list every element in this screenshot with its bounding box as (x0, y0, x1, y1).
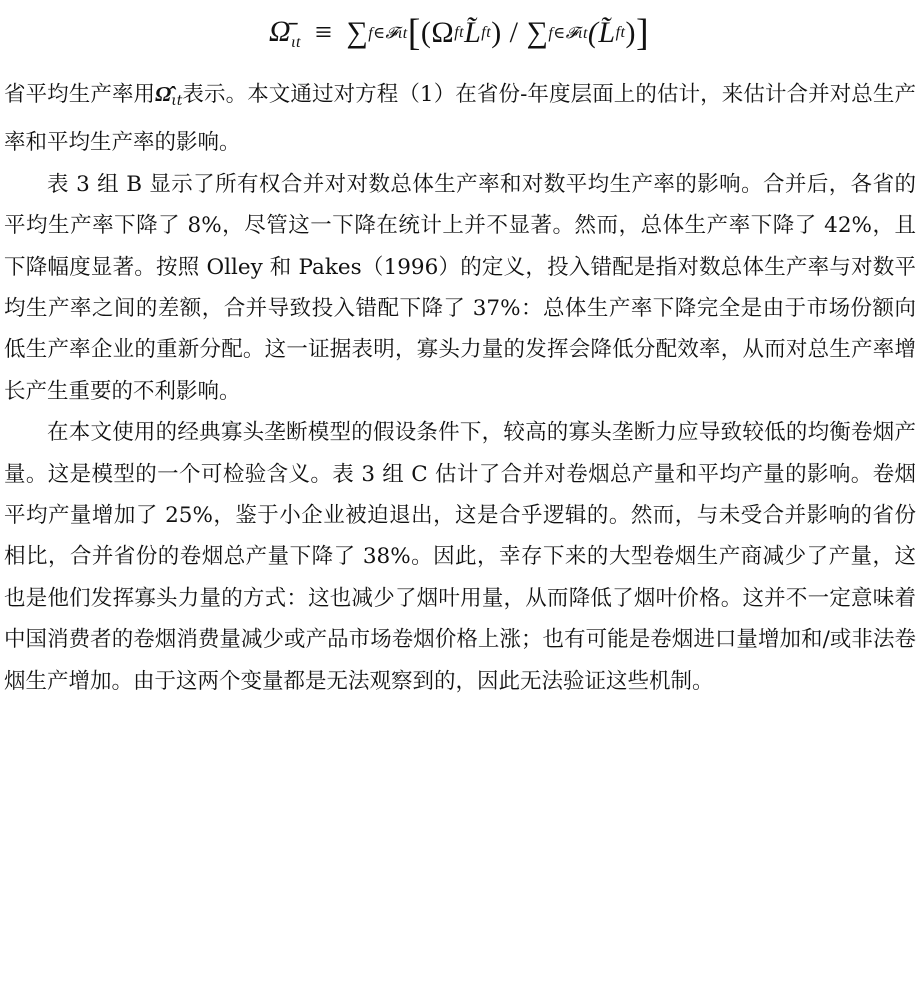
paragraph-text: 表示。本文通过对方程（1）在省份-年度层面上的估计，来估计合并对总生产率和平均生产率的影响。 (4, 82, 916, 156)
division-sum: ) / ∑ (491, 16, 549, 49)
inner-sum-subscript: f∈𝓕ιt (548, 25, 588, 42)
omega-bar-symbol: Ω̄ (268, 14, 292, 48)
omega-term: (Ω (420, 16, 455, 49)
sum-sign: ∑ (346, 16, 369, 49)
omega-subscript: ft (454, 24, 465, 41)
paragraph-panel-c: 在本文使用的经典寡头垄断模型的假设条件下，较高的寡头垄断力应导致较低的均衡卷烟产量。这是模型的一个可检验含义。表 3 组 C 估计了合并对卷烟总产量和平均产量的影响。卷烟平均产量增加了 25%，鉴于小企业被迫退出，这是合乎逻辑的。然而，与未受合并影响的省份相比，合并省份的卷烟总产量下降了 38%。因此，幸存下来的大型卷烟生产商减少了产量，这也是他们发挥寡头力量的方式：这也减少了烟叶用量，从而降低了烟叶价格。这并不一定意味着中国消费者的卷烟消费量减少或产品市场卷烟价格上涨；也有可能是卷烟进口量增加和/或非法卷烟生产增加。由于这两个变量都是无法观察到的，因此无法验证这些机制。 (4, 420, 916, 694)
sum-subscript: f∈𝓕ιt (368, 25, 408, 42)
omega-hat-symbol: Ω̂ (155, 82, 172, 106)
left-bracket: [ (407, 12, 421, 54)
lhs-subscript: ιt (291, 33, 301, 51)
paragraph-intro (4, 74, 916, 164)
omega-hat-subscript: ιt (171, 93, 183, 109)
equation-aggregate-productivity (0, 0, 918, 66)
right-bracket: ] (635, 12, 650, 54)
formula-lhs (269, 15, 301, 52)
equiv-sign: ≡ (314, 16, 333, 49)
body-text (4, 74, 916, 702)
close-paren: ) (625, 16, 636, 49)
inner-l-tilde: (L̃ (587, 16, 616, 49)
paragraph-panel-b: 表 3 组 B 显示了所有权合并对对数总体生产率和对数平均生产率的影响。合并后，各省的平均生产率下降了 8%，尽管这一下降在统计上并不显著。然而，总体生产率下降了 42%，且下降幅度显著。按照 Olley 和 Pakes（1996）的定义，投入错配是指对数总体生产率与对数平均生产率之间的差额，合并导致投入错配下降了 37%：总体生产率下降完全是由于市场份额向低生产率企业的重新分配。这一证据表明，寡头力量的发挥会降低分配效率，从而对总生产率增长产生重要的不利影响。 (4, 171, 916, 404)
l-tilde-term: L̃ (464, 16, 482, 49)
paragraph-text: 省平均生产率用 (4, 82, 156, 107)
l-subscript: ft (481, 24, 492, 41)
inner-l-subscript: ft (615, 24, 626, 41)
